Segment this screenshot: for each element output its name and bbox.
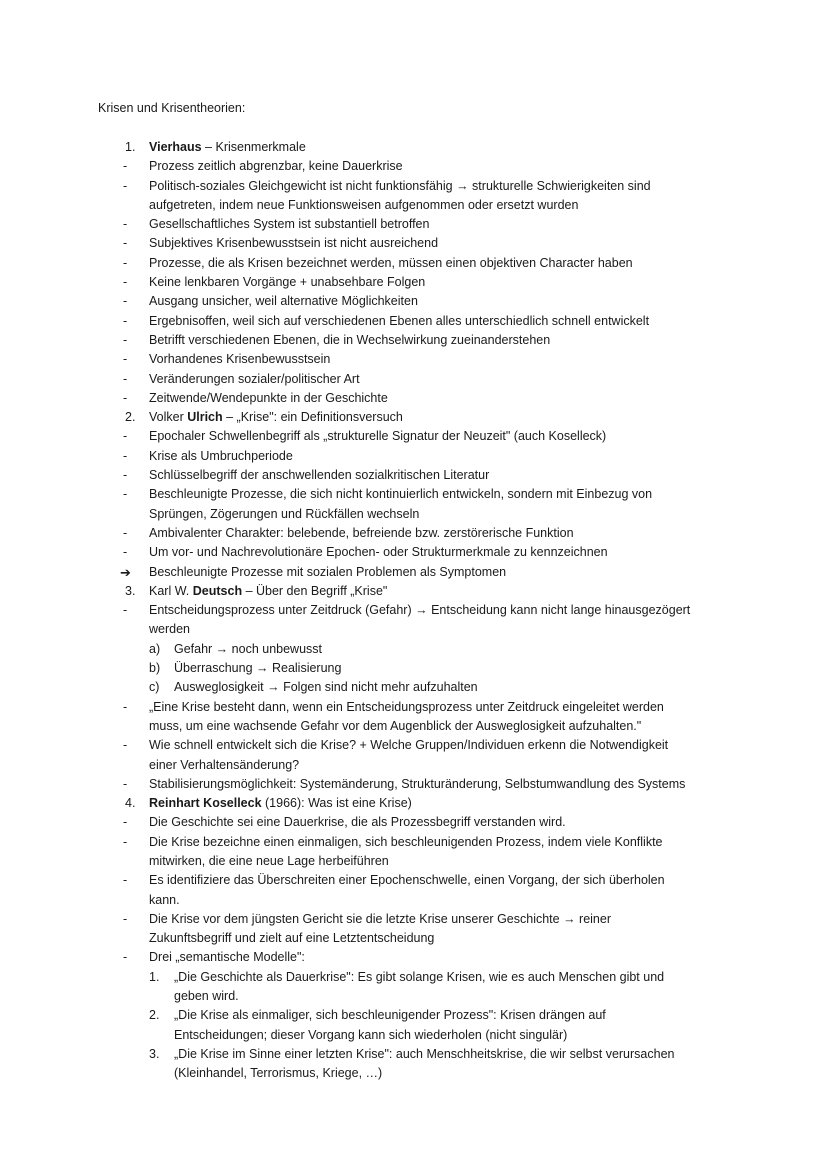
list-marker: - (123, 776, 128, 791)
text-run: „Die Krise im Sinne einer letzten Krise": auch Menschheitskrise, die wir selbst verursachen (174, 1046, 675, 1061)
line-text (174, 1064, 382, 1083)
line-text (174, 640, 322, 659)
text-run: Wie schnell entwickelt sich die Krise? + Welche Gruppen/Individuen erkenn die Notwendigkeit (149, 738, 669, 753)
document-body (0, 138, 828, 1084)
line-text (174, 1026, 567, 1045)
line-text (149, 408, 403, 427)
text-run: Entscheidungen; dieser Vorgang kann sich wiederholen (nicht singulär) (174, 1027, 568, 1042)
bold-text: Reinhart Koselleck (149, 796, 262, 811)
document-line (0, 929, 828, 948)
line-text (149, 254, 633, 273)
document-line (0, 620, 828, 639)
line-text (149, 447, 293, 466)
text-run: Politisch-soziales Gleichgewicht ist nicht funktionsfähig → strukturelle Schwierigkeiten sind (149, 178, 651, 193)
document-line (0, 794, 828, 813)
document-line (0, 350, 828, 369)
line-text (174, 1045, 674, 1064)
list-marker: 1. (149, 969, 160, 984)
list-marker: - (123, 738, 128, 753)
line-text (149, 563, 506, 582)
document-line (0, 775, 828, 794)
text-run: Betrifft verschiedenen Ebenen, die in Wechselwirkung zueinanderstehen (149, 332, 551, 347)
line-text (149, 852, 389, 871)
text-run: Die Geschichte sei eine Dauerkrise, die als Prozessbegriff verstanden wird. (149, 815, 566, 830)
document-line (0, 659, 828, 678)
document-line (0, 215, 828, 234)
list-marker: 4. (125, 796, 136, 811)
list-marker: - (123, 352, 128, 367)
list-marker: - (123, 815, 128, 830)
text-run: Zukunftsbegriff und zielt auf eine Letztentscheidung (149, 931, 435, 946)
list-marker: - (123, 332, 128, 347)
document-line (0, 833, 828, 852)
line-text (149, 331, 550, 350)
line-text (149, 775, 685, 794)
document-line (0, 968, 828, 987)
text-run: Ausgang unsicher, weil alternative Möglichkeiten (149, 294, 418, 309)
text-run: Drei „semantische Modelle": (149, 950, 305, 965)
document-line (0, 292, 828, 311)
document-line (0, 601, 828, 620)
text-run: Krise als Umbruchperiode (149, 448, 293, 463)
document-line (0, 736, 828, 755)
list-marker: c) (149, 680, 160, 695)
text-run: mitwirken, die eine neue Lage herbeiführen (149, 853, 389, 868)
line-text (149, 929, 434, 948)
document-title: Krisen und Krisentheorien: (98, 101, 246, 115)
text-run: – Über den Begriff „Krise" (242, 583, 388, 598)
text-run: (Kleinhandel, Terrorismus, Kriege, …) (174, 1066, 383, 1081)
document-line (0, 312, 828, 331)
list-marker: 3. (125, 583, 136, 598)
document-line (0, 543, 828, 562)
document-line (0, 234, 828, 253)
document-line (0, 948, 828, 967)
line-text (174, 968, 664, 987)
list-marker: - (123, 699, 128, 714)
list-marker: - (123, 236, 128, 251)
list-marker: - (123, 545, 128, 560)
list-marker: - (123, 468, 128, 483)
list-marker: 3. (149, 1046, 160, 1061)
text-run: Zeitwende/Wendepunkte in der Geschichte (149, 390, 388, 405)
list-marker: - (123, 603, 128, 618)
document-line (0, 1064, 828, 1083)
document-line (0, 485, 828, 504)
document-line (0, 640, 828, 659)
list-marker: - (123, 834, 128, 849)
line-text (149, 717, 641, 736)
text-run: Schlüsselbegriff der anschwellenden sozialkritischen Literatur (149, 468, 490, 483)
document-line (0, 910, 828, 929)
line-text (149, 273, 425, 292)
bold-text: Vierhaus (149, 140, 202, 154)
document-line (0, 678, 828, 697)
text-run: „Eine Krise besteht dann, wenn ein Entscheidungsprozess unter Zeitdruck eingeleitet werden (149, 699, 664, 714)
line-text (149, 177, 651, 196)
list-marker: - (123, 371, 128, 386)
text-run: Entscheidungsprozess unter Zeitdruck (Gefahr) → Entscheidung kann nicht lange hinausgezögert (149, 603, 691, 618)
document-line (0, 871, 828, 890)
text-run: Überraschung → Realisierung (174, 661, 342, 676)
line-text (149, 910, 611, 929)
line-text (149, 427, 606, 446)
text-run: werden (149, 622, 190, 637)
text-run: Prozess zeitlich abgrenzbar, keine Dauerkrise (149, 159, 403, 174)
line-text (149, 312, 649, 331)
line-text (149, 292, 418, 311)
line-text (149, 466, 489, 485)
text-run: – „Krise": ein Definitionsversuch (222, 410, 403, 425)
line-text (149, 756, 299, 775)
document-line (0, 138, 828, 157)
text-run: Sprüngen, Zögerungen und Rückfällen wechseln (149, 506, 420, 521)
list-marker: - (123, 525, 128, 540)
text-run: „Die Geschichte als Dauerkrise": Es gibt solange Krisen, wie es auch Menschen gibt und (174, 969, 665, 984)
line-text (174, 659, 341, 678)
document-line (0, 1026, 828, 1045)
text-run: muss, um eine wachsende Gefahr vor dem Augenblick der Ausweglosigkeit aufzuhalten." (149, 718, 642, 733)
text-run: Stabilisierungsmöglichkeit: Systemänderung, Strukturänderung, Selbstumwandlung des Systems (149, 776, 686, 791)
text-run: kann. (149, 892, 180, 907)
document-line (0, 813, 828, 832)
text-run: Karl W. (149, 583, 193, 598)
document-line (0, 524, 828, 543)
text-run: Gesellschaftliches System ist substantiell betroffen (149, 217, 430, 232)
line-text (149, 370, 360, 389)
document-line (0, 756, 828, 775)
document-line (0, 1006, 828, 1025)
list-marker: - (123, 178, 128, 193)
line-text (149, 620, 190, 639)
line-text (149, 582, 387, 601)
text-run: Es identifiziere das Überschreiten einer Epochenschwelle, einen Vorgang, der sich überholen (149, 873, 665, 888)
text-run: Keine lenkbaren Vorgänge + unabsehbare Folgen (149, 275, 426, 290)
document-line (0, 987, 828, 1006)
line-text (149, 138, 306, 157)
line-text (149, 891, 180, 910)
line-text (149, 543, 608, 562)
document-line (0, 427, 828, 446)
document-line (0, 254, 828, 273)
text-run: aufgetreten, indem neue Funktionsweisen aufgenommen oder ersetzt wurden (149, 197, 579, 212)
line-text (149, 157, 403, 176)
line-text (174, 1006, 606, 1025)
document-line (0, 196, 828, 215)
text-run: – Krisenmerkmale (201, 140, 306, 154)
list-marker: - (123, 487, 128, 502)
document-line (0, 1045, 828, 1064)
line-text (149, 833, 663, 852)
line-text (149, 505, 419, 524)
line-text (149, 524, 574, 543)
document-line (0, 331, 828, 350)
list-marker: - (123, 429, 128, 444)
text-run: Volker (149, 410, 188, 425)
text-run: Um vor- und Nachrevolutionäre Epochen- oder Strukturmerkmale zu kennzeichnen (149, 545, 608, 560)
document-line (0, 408, 828, 427)
text-run: Vorhandenes Krisenbewusstsein (149, 352, 331, 367)
document-line (0, 582, 828, 601)
list-marker: a) (149, 641, 161, 656)
text-run: Beschleunigte Prozesse, die sich nicht kontinuierlich entwickeln, sondern mit Einbezug von (149, 487, 653, 502)
line-text (149, 389, 388, 408)
line-text (174, 987, 239, 1006)
text-run: Subjektives Krisenbewusstsein ist nicht ausreichend (149, 236, 439, 251)
document-line (0, 389, 828, 408)
text-run: Ambivalenter Charakter: belebende, befreiende bzw. zerstörerische Funktion (149, 525, 574, 540)
document-line (0, 698, 828, 717)
line-text (149, 813, 566, 832)
text-run: Veränderungen sozialer/politischer Art (149, 371, 360, 386)
line-text (149, 350, 330, 369)
list-marker: 1. (125, 140, 136, 154)
list-marker: - (123, 873, 128, 888)
list-marker: b) (149, 661, 161, 676)
document-line (0, 447, 828, 466)
text-run: Ergebnisoffen, weil sich auf verschiedenen Ebenen alles unterschiedlich schnell entwickelt (149, 313, 650, 328)
list-marker: - (123, 217, 128, 232)
document-line (0, 157, 828, 176)
list-marker: - (123, 159, 128, 174)
text-run: Gefahr → noch unbewusst (174, 641, 322, 656)
list-marker: - (123, 390, 128, 405)
line-text (174, 678, 478, 697)
document-line (0, 563, 828, 582)
text-run: Die Krise bezeichne einen einmaligen, sich beschleunigenden Prozess, indem viele Konflikte (149, 834, 663, 849)
document-line (0, 273, 828, 292)
line-text (149, 871, 665, 890)
document-line (0, 177, 828, 196)
list-marker: 2. (125, 410, 136, 425)
text-run: Prozesse, die als Krisen bezeichnet werden, müssen einen objektiven Character haben (149, 255, 633, 270)
list-marker: - (123, 294, 128, 309)
document-line (0, 852, 828, 871)
bold-text: Ulrich (187, 410, 223, 425)
list-marker: - (123, 950, 128, 965)
line-text (149, 234, 438, 253)
text-run: „Die Krise als einmaliger, sich beschleunigender Prozess": Krisen drängen auf (174, 1008, 606, 1023)
document-line (0, 717, 828, 736)
line-text (149, 794, 412, 813)
list-marker: - (123, 255, 128, 270)
list-marker: - (123, 448, 128, 463)
text-run: Die Krise vor dem jüngsten Gericht sie die letzte Krise unserer Geschichte → reiner (149, 911, 611, 926)
line-text (149, 698, 664, 717)
bold-text: Deutsch (192, 583, 243, 598)
list-marker: - (123, 275, 128, 290)
text-run: einer Verhaltensänderung? (149, 757, 300, 772)
text-run: Beschleunigte Prozesse mit sozialen Problemen als Symptomen (149, 564, 507, 579)
line-text (149, 196, 578, 215)
document-line (0, 370, 828, 389)
document-line (0, 891, 828, 910)
list-marker: 2. (149, 1008, 160, 1023)
document-line (0, 466, 828, 485)
line-text (149, 948, 305, 967)
line-text (149, 601, 690, 620)
list-marker: - (123, 313, 128, 328)
document-line (0, 505, 828, 524)
line-text (149, 485, 652, 504)
text-run: (1966): Was ist eine Krise) (261, 796, 412, 811)
arrow-bullet-icon: ➔ (120, 564, 131, 580)
text-run: geben wird. (174, 989, 239, 1004)
text-run: Ausweglosigkeit → Folgen sind nicht mehr aufzuhalten (174, 680, 478, 695)
line-text (149, 736, 668, 755)
line-text (149, 215, 429, 234)
list-marker: - (123, 911, 128, 926)
text-run: Epochaler Schwellenbegriff als „strukturelle Signatur der Neuzeit" (auch Koselleck) (149, 429, 607, 444)
